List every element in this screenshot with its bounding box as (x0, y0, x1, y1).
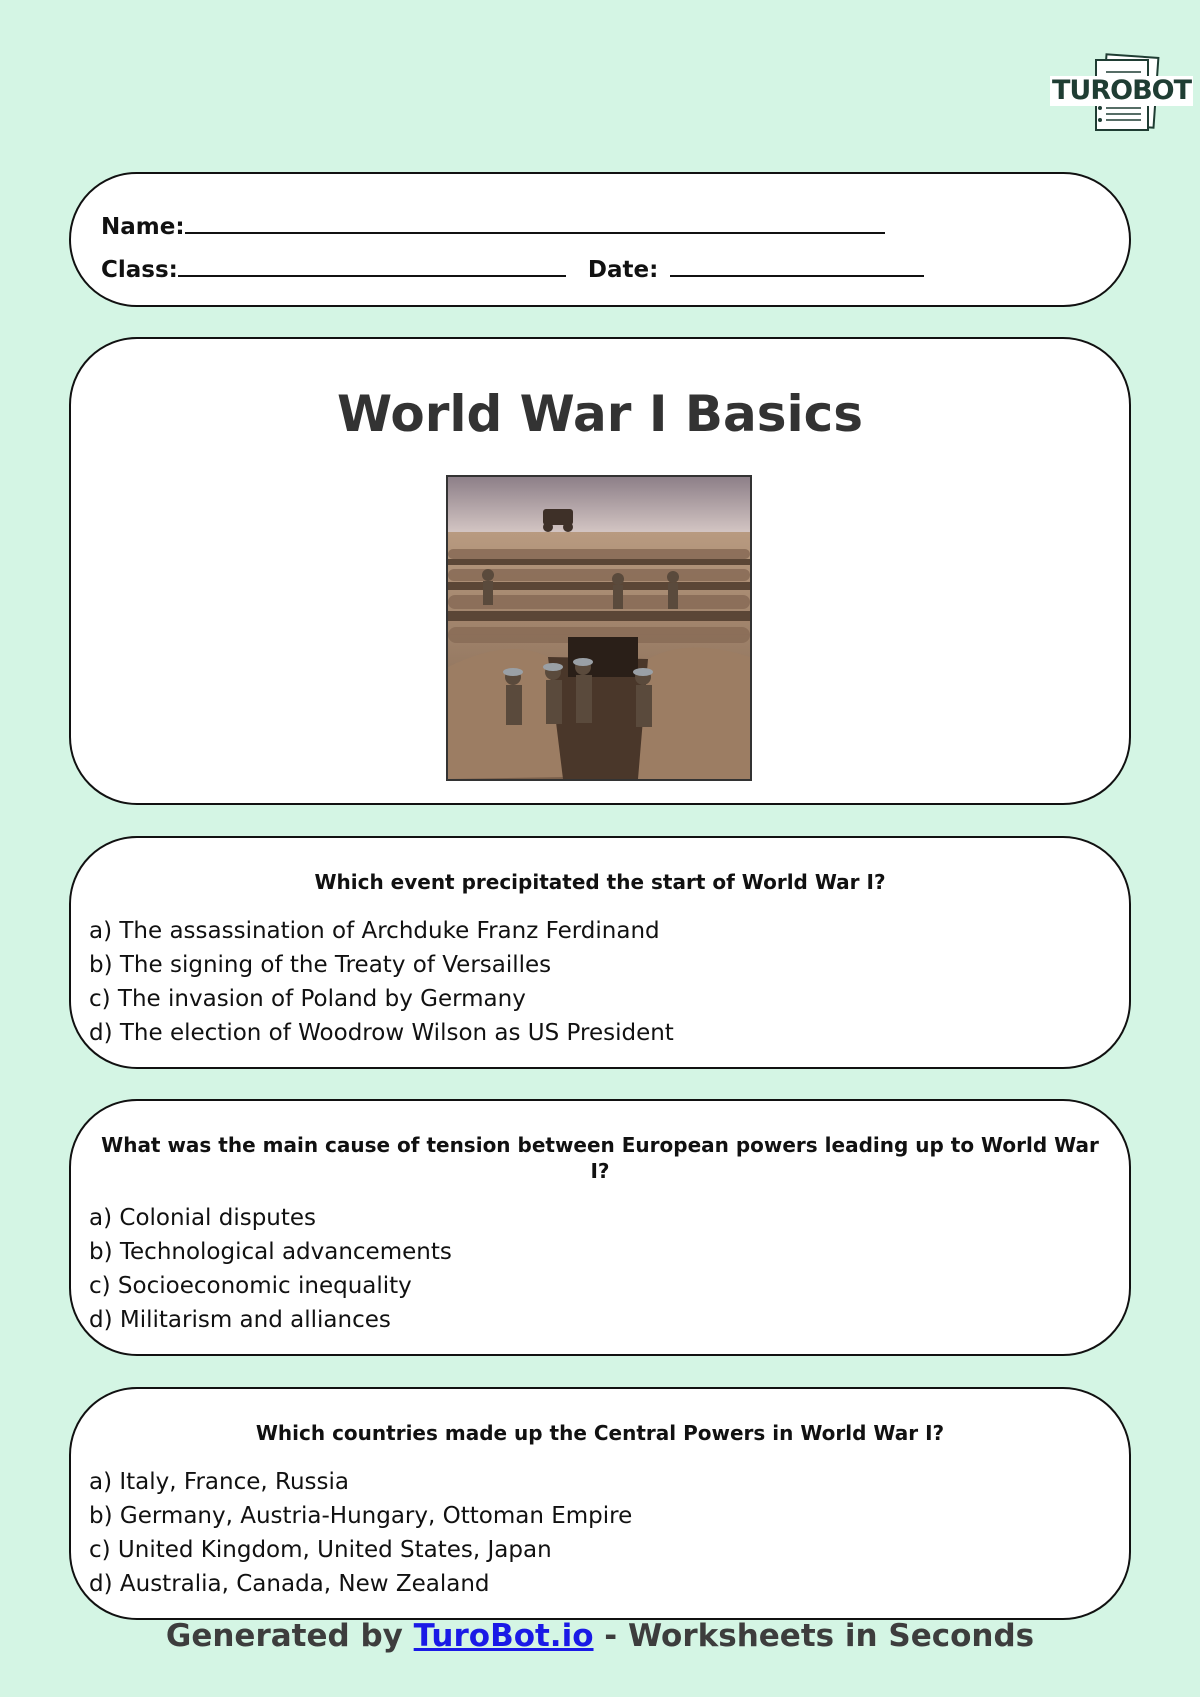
option-c[interactable]: c) The invasion of Poland by Germany (89, 986, 526, 1012)
turobot-link[interactable]: TuroBot.io (413, 1618, 594, 1654)
option-d[interactable]: d) The election of Woodrow Wilson as US President (89, 1020, 674, 1046)
option-c[interactable]: c) Socioeconomic inequality (89, 1273, 412, 1299)
question-card-3 (69, 1387, 1131, 1620)
student-info-card (69, 172, 1131, 307)
options-list (89, 914, 674, 1050)
question-text: Which countries made up the Central Powers in World War I? (255, 1421, 945, 1445)
question-card-1 (69, 836, 1131, 1069)
options-list (89, 1201, 452, 1337)
option-b[interactable]: b) Technological advancements (89, 1239, 452, 1265)
question-text: Which event precipitated the start of World War I? (314, 870, 886, 894)
option-a[interactable]: a) Colonial disputes (89, 1205, 317, 1231)
option-a[interactable]: a) Italy, France, Russia (89, 1469, 349, 1495)
option-d[interactable]: d) Militarism and alliances (89, 1307, 391, 1333)
name-row (101, 210, 885, 240)
option-b[interactable]: b) The signing of the Treaty of Versailles (89, 952, 552, 978)
date-label: Date: (587, 257, 659, 283)
worksheet-title: World War I Basics (336, 385, 864, 443)
class-field[interactable] (178, 253, 566, 277)
question-card-2 (69, 1099, 1131, 1356)
date-field[interactable] (670, 253, 924, 277)
title-card (69, 337, 1131, 805)
option-c[interactable]: c) United Kingdom, United States, Japan (89, 1537, 552, 1563)
trench-soldiers-illustration (446, 475, 752, 781)
footer-suffix: - Worksheets in Seconds (593, 1618, 1035, 1654)
question-text: What was the main cause of tension between European powers leading up to World War I? (101, 1133, 1099, 1183)
footer-prefix: Generated by (165, 1618, 414, 1654)
name-label: Name: (101, 214, 185, 240)
option-d[interactable]: d) Australia, Canada, New Zealand (89, 1571, 490, 1597)
class-date-row (101, 253, 924, 283)
options-list (89, 1465, 632, 1601)
footer (0, 1618, 1200, 1654)
turobot-logo (1046, 52, 1192, 136)
option-b[interactable]: b) Germany, Austria-Hungary, Ottoman Empire (89, 1503, 633, 1529)
logo-wordmark: TUROBOT (1052, 75, 1192, 106)
class-label: Class: (101, 257, 178, 283)
name-field[interactable] (185, 210, 885, 234)
option-a[interactable]: a) The assassination of Archduke Franz Ferdinand (89, 918, 660, 944)
